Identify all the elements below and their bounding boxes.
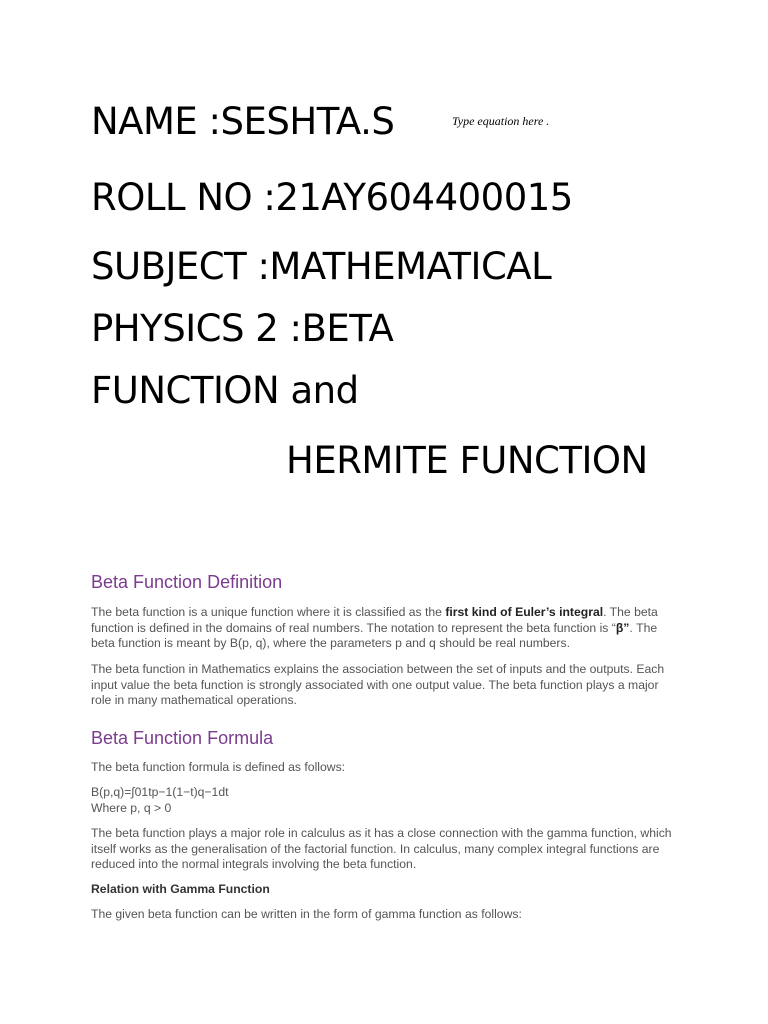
formula-paragraph: The beta function plays a major role in calculus as it has a close connection with the gamma function, which itself works as the generalisation of the factorial function. In calculus, many complex integral functions are reduced into the normal integrals involving the beta function. (91, 826, 672, 871)
relation-paragraph: The given beta function can be written in the form of gamma function as follows: (91, 907, 522, 921)
subject-line-4: HERMITE FUNCTION (286, 439, 648, 482)
subject-line-2: PHYSICS 2 :BETA (91, 307, 394, 350)
def-p1-bold: first kind of Euler’s integral (445, 605, 604, 619)
definition-paragraph-1 (91, 605, 681, 652)
equation-placeholder[interactable]: Type equation here . (452, 114, 550, 128)
def-p1-text-b: . The beta function is defined in the domains of real numbers. The notation to represent the beta function is “ (91, 605, 658, 635)
formula-line: B(p,q)=∫01tp−1(1−t)q−1dt (91, 785, 229, 799)
definition-heading: Beta Function Definition (91, 572, 283, 592)
subject-line-3: FUNCTION and (91, 369, 359, 412)
formula-intro: The beta function formula is defined as follows: (91, 760, 346, 774)
relation-heading: Relation with Gamma Function (91, 882, 270, 896)
definition-paragraph-2: The beta function in Mathematics explains the association between the set of inputs and the outputs. Each input value the beta function is strongly associated with one output value. The beta function plays a major role in many mathematical operations. (91, 662, 665, 707)
def-p1-text-c: . The beta function is meant by B(p, q), where the parameters p and q should be real numbers. (91, 620, 658, 650)
formula-heading: Beta Function Formula (91, 728, 274, 748)
subject-line-1: SUBJECT :MATHEMATICAL (91, 245, 552, 288)
roll-number-line: ROLL NO :21AY604400015 (91, 176, 573, 219)
name-line: NAME :SESHTA.S (91, 100, 395, 143)
def-p1-text-a: The beta function is a unique function where it is classified as the (91, 605, 446, 619)
formula-where: Where p, q > 0 (91, 801, 172, 815)
def-p1-beta: β” (615, 620, 630, 635)
